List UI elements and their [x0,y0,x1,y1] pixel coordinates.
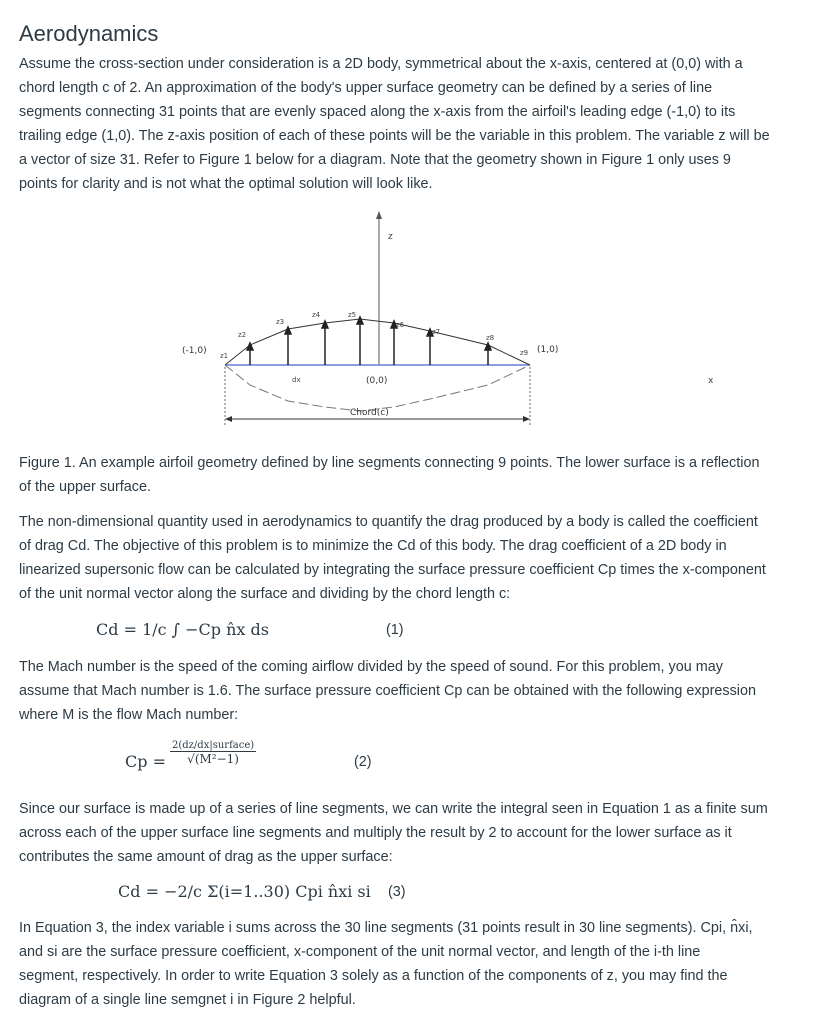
intro-line: chord length c of 2. An approximation of the body's upper surface geometry can be defined by a series of line [19,80,713,96]
drag-paragraph [19,510,834,606]
intro-line: a vector of size 31. Refer to Figure 1 below for a diagram. Note that the geometry shown in Figure 1 only uses 9 [19,152,731,168]
upper-surface [225,319,530,365]
chord-arrow-left [225,416,232,422]
right-point-label: (1,0) [537,345,559,355]
caption-line: of the upper surface. [19,479,151,495]
point-labels [220,311,528,360]
point-label: z2 [238,331,247,339]
chord-label: Chord(c) [350,408,389,418]
equation-2-denominator: √(M²−1) [187,752,239,766]
intro-paragraph [19,52,834,196]
mach-line: The Mach number is the speed of the coming airflow divided by the speed of sound. For this problem, you may [19,659,723,675]
point-label: z5 [348,311,357,319]
segment-line: Since our surface is made up of a series of line segments, we can write the integral seen in Equation 1 as a finite sum [19,801,768,817]
index-line: In Equation 3, the index variable i sums across the 30 line segments (31 points result in 30 line segments). Cpi, n̂xi, [19,920,753,936]
equation-2-lhs: Cp = [125,752,166,771]
mach-line: assume that Mach number is 1.6. The surface pressure coefficient Cp can be obtained with the following expression [19,683,756,699]
segment-line: across each of the upper surface line segments and multiply the result by 2 to account for the lower surface as it [19,825,732,841]
equation-2-fraction [170,740,256,766]
drag-line: The non-dimensional quantity used in aerodynamics to quantify the drag produced by a body is called the coefficient [19,514,758,530]
drag-line: linearized supersonic flow can be calculated by integrating the surface pressure coefficient Cp times the x-component [19,562,766,578]
intro-line: points for clarity and is not what the optimal solution will look like. [19,176,433,192]
equation-2-numerator: 2(dz/dx|surface) [172,740,255,751]
z-axis-arrow [376,211,382,219]
segment-line: contributes the same amount of drag as the upper surface: [19,849,393,865]
intro-line: Assume the cross-section under consideration is a 2D body, symmetrical about the x-axis, centered at (0,0) with a [19,56,743,72]
mach-paragraph [19,655,834,727]
intro-line: trailing edge (1,0). The z-axis position of each of these points will be the variable in this problem. The variable z will be [19,128,770,144]
origin-label: (0,0) [366,376,388,386]
index-line: segment, respectively. In order to write Equation 3 solely as a function of the components of z, you may find the [19,968,728,984]
point-label: z9 [520,349,529,357]
drag-line: of the unit normal vector along the surface and dividing by the chord length c: [19,586,511,602]
figure-caption [19,451,834,499]
chord-arrow-right [523,416,530,422]
intro-line: segments connecting 31 points that are evenly spaced along the x-axis from the airfoil's leading edge (-1,0) to its [19,104,736,120]
equation-1-number: (1) [386,622,404,638]
x-axis-label: x [708,376,714,386]
point-label: z6 [396,321,405,329]
dx-label: dx [292,376,301,384]
point-label: z8 [486,334,495,342]
z-axis-label: z [388,232,393,242]
caption-line: Figure 1. An example airfoil geometry defined by line segments connecting 9 points. The lower surface is a reflection [19,455,760,471]
equation-1: Cd = 1/c ∫ −Cp n̂x ds [96,620,269,639]
index-line: and si are the surface pressure coefficient, x-component of the unit normal vector, and length of the i-th line [19,944,701,960]
index-paragraph [19,916,834,1012]
mach-line: where M is the flow Mach number: [19,707,239,723]
airfoil-figure [180,205,725,440]
equation-2-number: (2) [354,754,372,770]
point-label: z3 [276,318,285,326]
index-line: diagram of a single line semgnet i in Figure 2 helpful. [19,992,356,1008]
point-label: z4 [312,311,321,319]
equation-3: Cd = −2/c Σ(i=1..30) Cpi n̂xi si [118,882,371,901]
equation-3-number: (3) [388,884,406,900]
segment-paragraph [19,797,834,869]
point-label: z1 [220,352,229,360]
left-point-label: (-1,0) [182,346,207,356]
drag-line: of drag Cd. The objective of this problem is to minimize the Cd of this body. The drag coefficient of a 2D body in [19,538,727,554]
point-label: z7 [432,328,441,336]
page-title: Aerodynamics [19,20,159,46]
lower-surface [225,365,530,411]
